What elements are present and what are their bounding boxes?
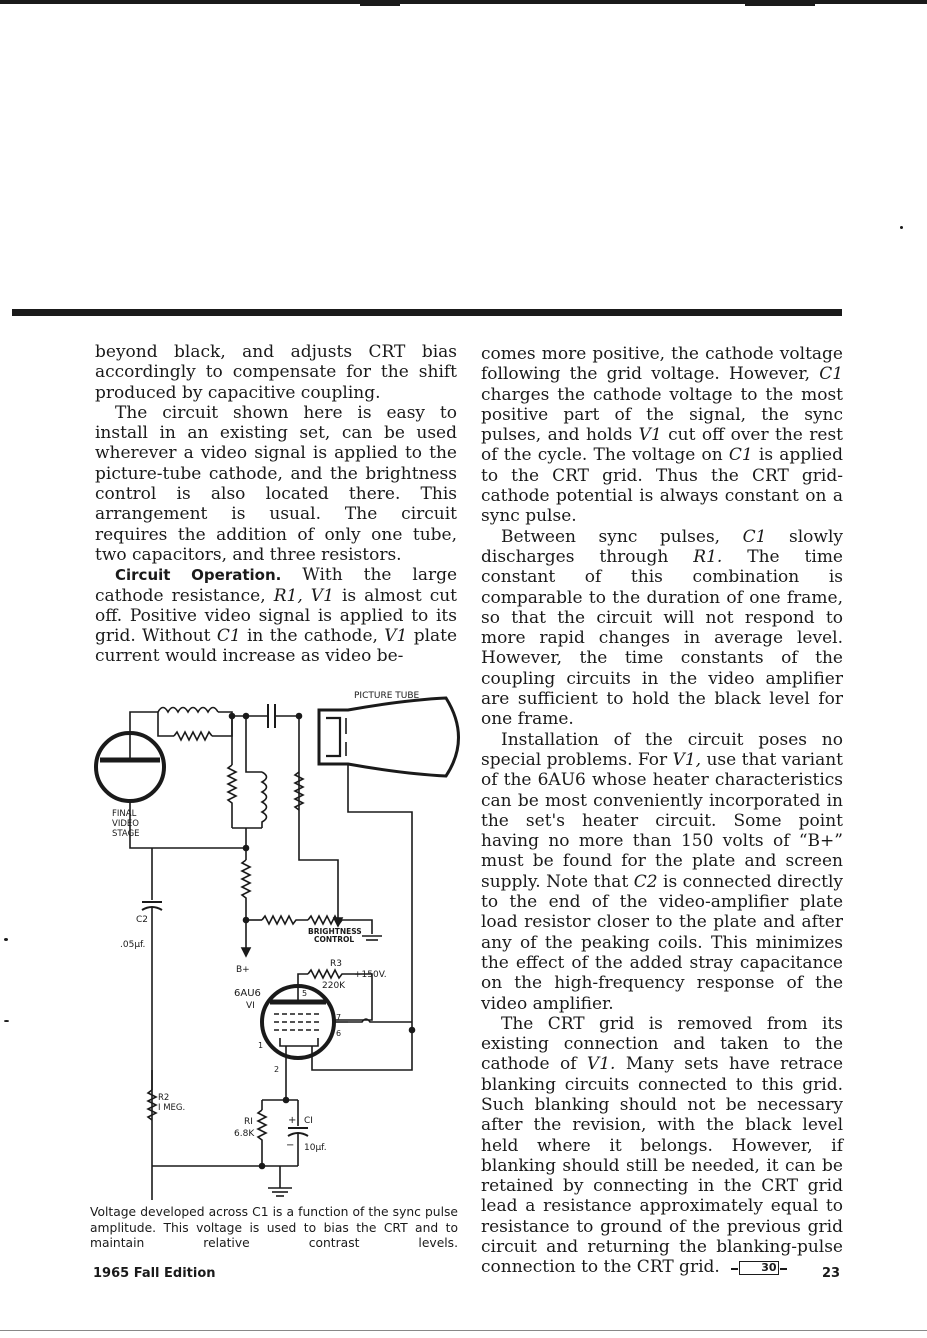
r3-value: 220K	[322, 981, 346, 991]
text: V1.	[586, 1054, 616, 1075]
c1-value: 10µf.	[304, 1143, 327, 1153]
supply-label: +150V.	[354, 970, 387, 980]
final-stage-label: FINAL	[112, 809, 137, 819]
paragraph	[481, 1014, 843, 1278]
text: R1,	[273, 585, 303, 606]
figure-caption: Voltage developed across C1 is a function of the sync pulse amplitude. This voltage is used to bias the CRT and to maintain relative contrast levels.	[90, 1205, 458, 1250]
dropping-resistor	[242, 860, 250, 920]
final-stage-label: VIDEO	[112, 819, 139, 829]
text: V1	[384, 626, 408, 647]
resistor-top	[174, 732, 212, 740]
b-plus-label: B+	[236, 965, 250, 975]
edition-footer: 1965 Fall Edition	[93, 1266, 216, 1281]
left-column	[95, 342, 457, 667]
brightness-control-label: BRIGHTNESS	[308, 927, 362, 936]
text: The time constant of this combination is comparable to the duration of one frame, so that the circuit will not respond to more rapid changes in average level. However, the time constants of the coupling circuits in the video amplifier are sufficient to hold the black level for one frame.	[481, 546, 843, 730]
paragraph	[481, 730, 843, 1014]
c2-value: .05µf.	[120, 940, 146, 950]
r1-value: 6.8K	[234, 1129, 255, 1139]
picture-tube-label: PICTURE TUBE	[354, 691, 420, 701]
pin-label: 1	[258, 1041, 264, 1050]
c2-label: C2	[136, 915, 149, 925]
text: is connected directly to the end of the video-amplifier plate load resistor closer to the plate and after any of the peaking coils. This minimizes the effect of the added stray capacitance on the high-frequency response of the video amplifier.	[481, 871, 843, 1014]
final-video-stage-tube	[96, 733, 164, 801]
text: comes more positive, the cathode voltage following the grid voltage. However,	[481, 344, 843, 385]
text: cut off over the rest of the cycle. The voltage on	[481, 425, 844, 466]
peaking-coil	[158, 708, 218, 713]
text: slowly discharges through	[481, 526, 843, 567]
text: C2	[633, 871, 658, 892]
text: is applied to the CRT grid. Thus the CRT grid-cathode potential is always constant on a sync pulse.	[481, 445, 844, 527]
r1-label: RI	[244, 1117, 253, 1127]
paragraph: The circuit shown here is easy to install in an existing set, can be used wherever a video signal is applied to the picture-tube cathode, and the brightness control is also located there. This arrangement is usual. The circuit requires the addition of only one tube, two capacitors, and three resistors.	[95, 402, 457, 565]
paragraph	[95, 565, 457, 666]
plate-load-resistor	[228, 765, 236, 828]
pin-label: 6	[336, 1029, 342, 1038]
pin-label: 5	[302, 989, 308, 998]
text: is almost cut off. Positive video signal is applied to its grid. Without	[95, 585, 458, 647]
top-border-mark	[360, 0, 400, 6]
pin-label: 2	[274, 1065, 280, 1074]
resistor-r1	[258, 1110, 266, 1166]
pin-label: 7	[336, 1013, 342, 1022]
page-number: 23	[822, 1266, 841, 1281]
c1-label: CI	[304, 1116, 313, 1126]
text: charges the cathode voltage to the most positive part of the signal, the sync pulses, and holds	[481, 384, 843, 446]
peaking-coil-2	[262, 772, 267, 828]
text: C1	[216, 626, 241, 647]
resistor-horizontal	[262, 916, 308, 924]
r2-value: I MEG.	[158, 1103, 186, 1113]
text: Between sync pulses,	[501, 526, 721, 547]
picture-tube	[319, 691, 459, 776]
schematic-diagram	[86, 680, 466, 1205]
text: With the large cathode resistance,	[95, 565, 458, 606]
text: V1	[310, 585, 334, 606]
paragraph	[481, 344, 843, 527]
paragraph: beyond black, and adjusts CRT bias accordingly to compensate for the shift produced by capacitive coupling.	[95, 342, 457, 403]
end-mark: 30	[739, 1261, 778, 1275]
text: plate current would increase as video be-	[95, 626, 458, 667]
c1-plus-label: +	[288, 1115, 297, 1126]
final-stage-label: STAGE	[112, 829, 140, 839]
brightness-control-label: CONTROL	[314, 935, 355, 944]
text: C1	[819, 364, 844, 385]
subheading: Circuit Operation.	[115, 566, 282, 585]
speck	[4, 1020, 9, 1022]
right-column	[481, 344, 843, 1278]
text: use that variant of the 6AU6 whose heater characteristics can be most conveniently incorporated in the set's heater circuit. Some point having no more than 150 volts of “B+” must be found for the plate and screen supply. Note that	[481, 749, 843, 892]
text: V1,	[672, 749, 702, 770]
paragraph	[481, 527, 843, 730]
text: C1	[742, 526, 767, 547]
text: in the cathode,	[247, 626, 378, 647]
text: R1.	[693, 546, 723, 567]
c1-minus-label: −	[286, 1140, 295, 1151]
top-border-mark	[745, 0, 815, 6]
text: The CRT grid is removed from its existing connection and taken to the cathode of	[481, 1013, 843, 1075]
r2-label: R2	[158, 1093, 170, 1103]
speck	[900, 226, 903, 229]
section-rule	[12, 309, 842, 316]
text: Many sets have retrace blanking circuits connected to this grid. Such blanking should not be necessary after the revision, with the black level held where it belongs. However, if blanking should still be needed, it can be retained by connecting in the CRT grid lead a resistance approximately equal to resistance to ground of the previous grid circuit and returning the blanking-pulse connection to the CRT grid.	[481, 1054, 844, 1278]
speck	[4, 938, 8, 941]
text: Installation of the circuit poses no special problems. For	[481, 729, 843, 770]
bottom-border	[0, 1330, 927, 1331]
text: V1	[638, 425, 662, 446]
tube-ref-label: VI	[246, 1001, 255, 1011]
tube-type-label: 6AU6	[234, 988, 261, 999]
r3-label: R3	[330, 959, 342, 969]
text: C1	[728, 445, 753, 466]
